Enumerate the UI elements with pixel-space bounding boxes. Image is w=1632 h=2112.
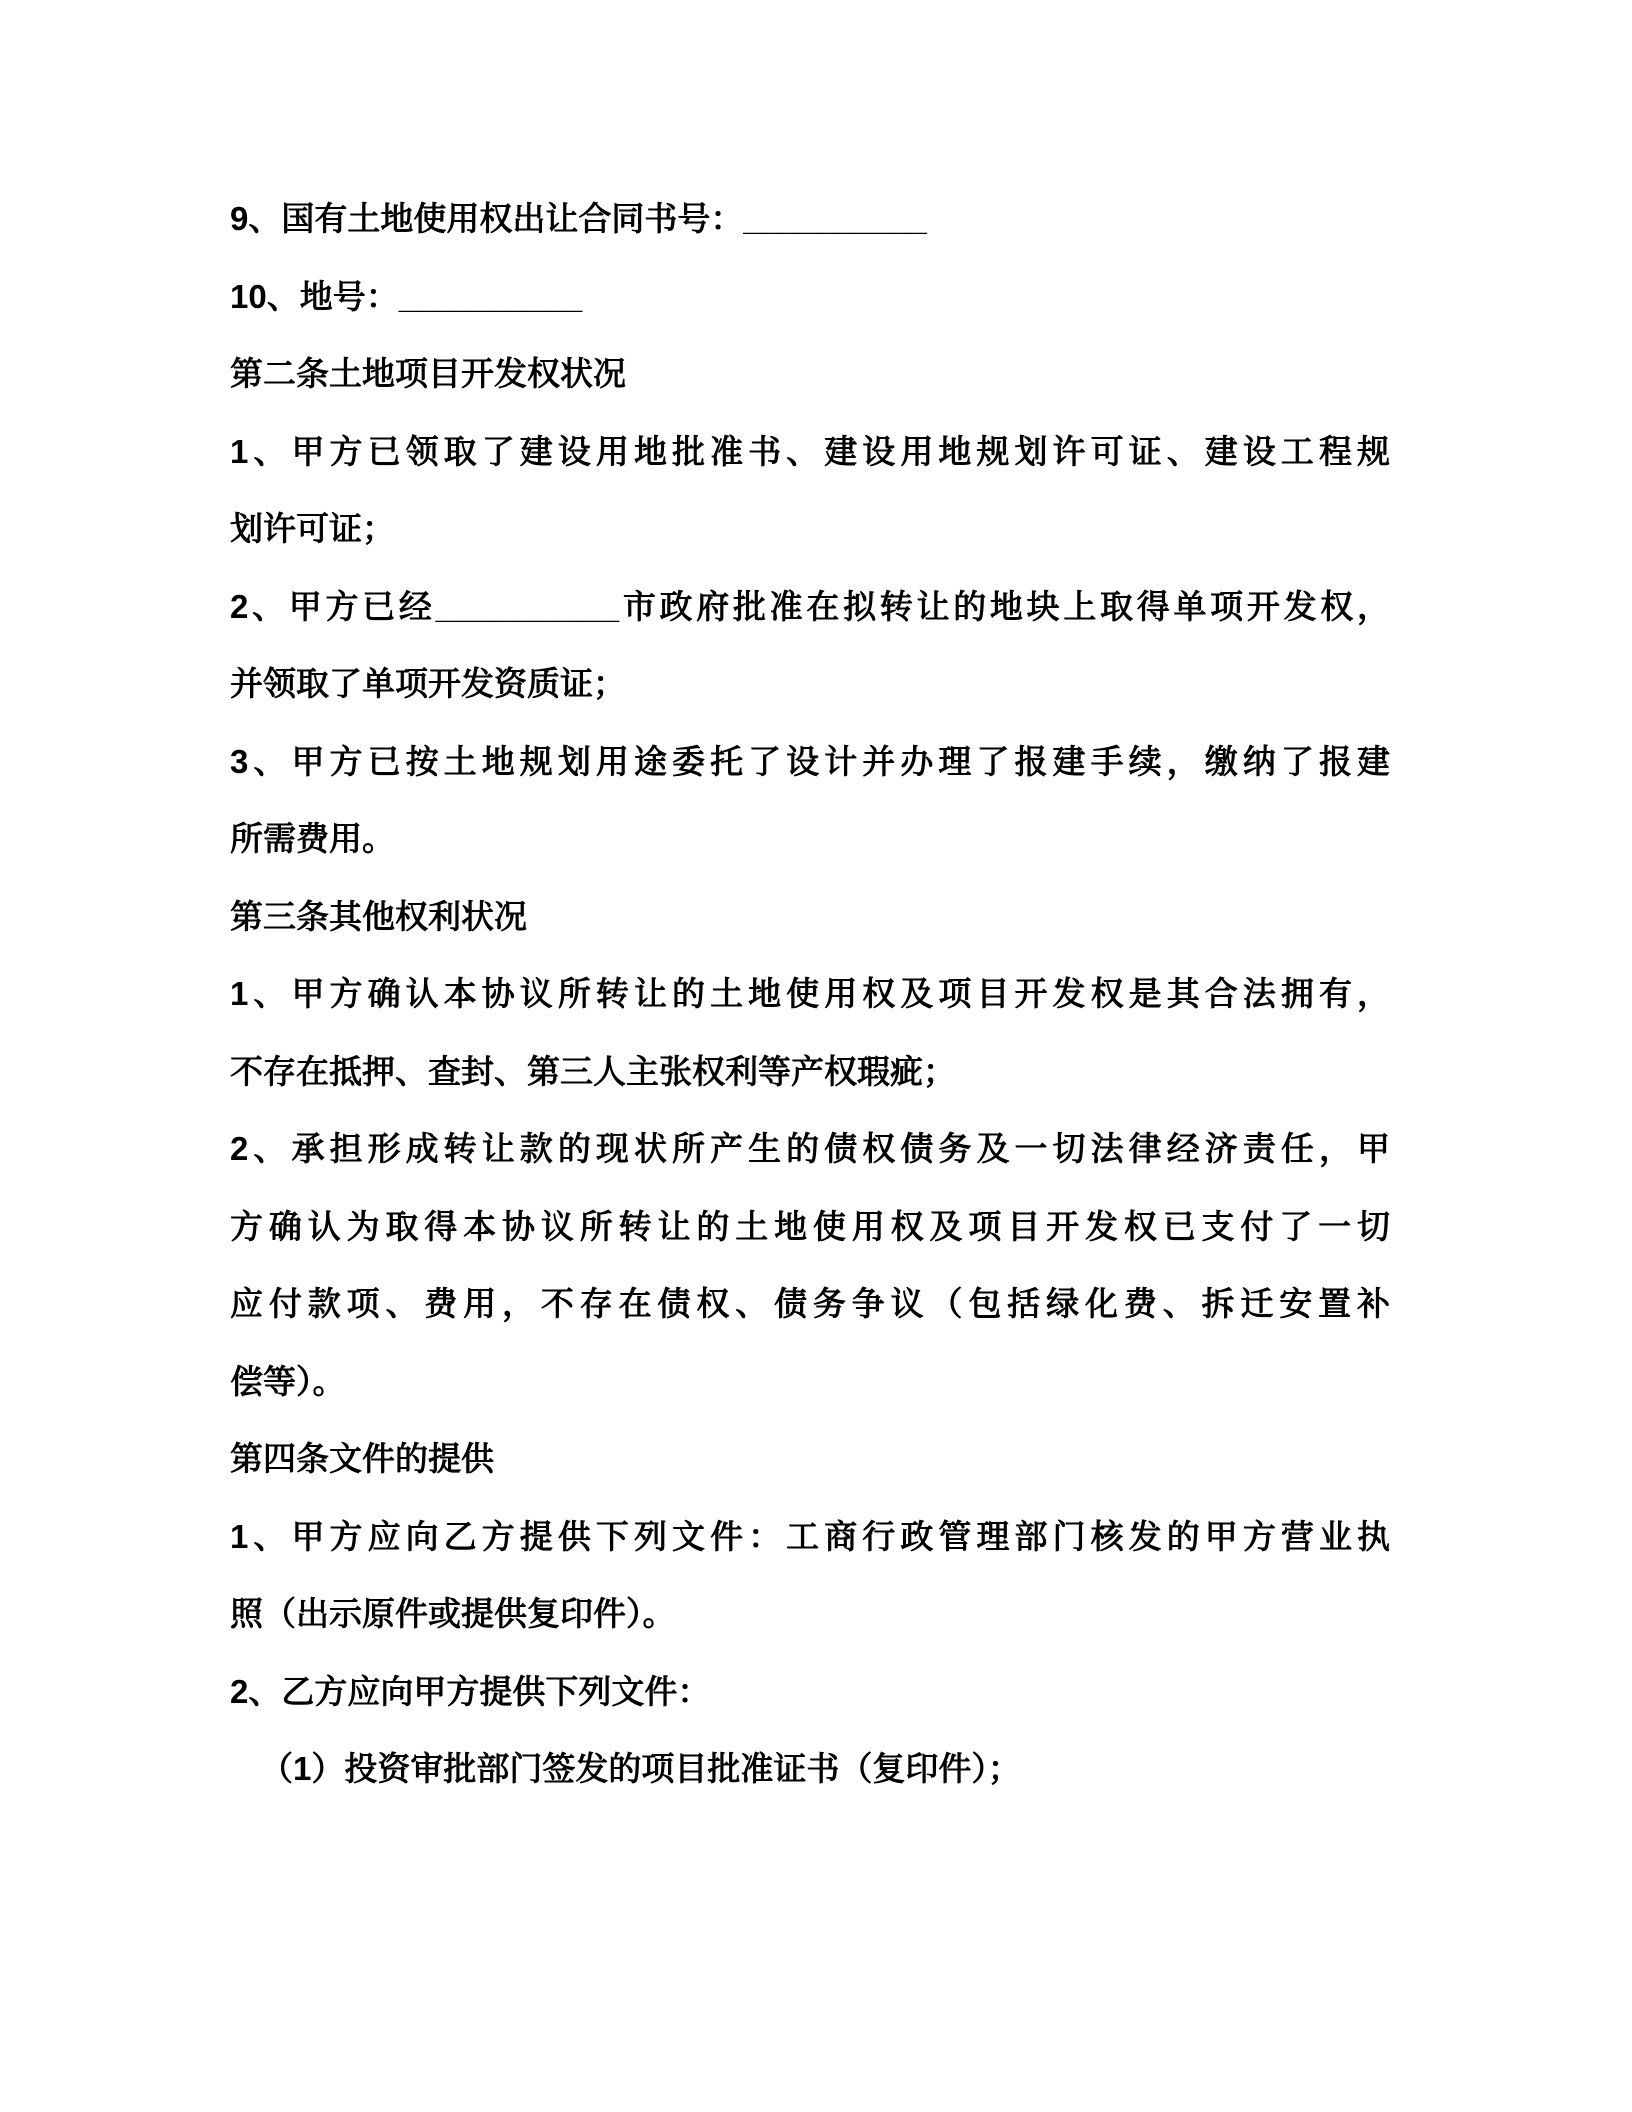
contract-line: 2、承担形成转让款的现状所产生的债权债务及一切法律经济责任，甲 <box>230 1130 1390 1167</box>
contract-line: 并领取了单项开发资质证； <box>230 665 626 702</box>
contract-line: 1、甲方应向乙方提供下列文件：工商行政管理部门核发的甲方营业执 <box>230 1517 1390 1555</box>
contract-line: 1、甲方确认本协议所转让的土地使用权及项目开发权是其合法拥有， <box>230 975 1390 1012</box>
contract-line: 第二条土地项目开发权状况 <box>230 355 626 392</box>
contract-line: 10、地号：__________ <box>230 277 583 315</box>
contract-line: 所需费用。 <box>230 820 395 857</box>
contract-line: 3、甲方已按土地规划用途委托了设计并办理了报建手续，缴纳了报建 <box>230 742 1390 780</box>
contract-line: 1、甲方已领取了建设用地批准书、建设用地规划许可证、建设工程规 <box>230 432 1390 470</box>
contract-line: 方确认为取得本协议所转让的土地使用权及项目开发权已支付了一切 <box>230 1207 1390 1245</box>
contract-line: 2、甲方已经__________市政府批准在拟转让的地块上取得单项开发权， <box>230 587 1390 625</box>
contract-body <box>230 180 1390 1808</box>
contract-line: 不存在抵押、查封、第三人主张权利等产权瑕疵； <box>230 1052 956 1090</box>
contract-line: 第三条其他权利状况 <box>230 897 527 935</box>
contract-line: 偿等）。 <box>230 1362 346 1400</box>
contract-line: 2、乙方应向甲方提供下列文件： <box>230 1672 711 1710</box>
contract-line: 应付款项、费用，不存在债权、债务争议（包括绿化费、拆迁安置补 <box>230 1285 1390 1322</box>
contract-line: 划许可证； <box>230 510 395 547</box>
contract-line: 9、国有土地使用权出让合同书号：__________ <box>230 200 927 237</box>
contract-line: 照（出示原件或提供复印件）。 <box>230 1595 676 1632</box>
contract-line: 第四条文件的提供 <box>230 1440 494 1477</box>
contract-line: （1）投资审批部门签发的项目批准证书（复印件）； <box>260 1750 1021 1787</box>
